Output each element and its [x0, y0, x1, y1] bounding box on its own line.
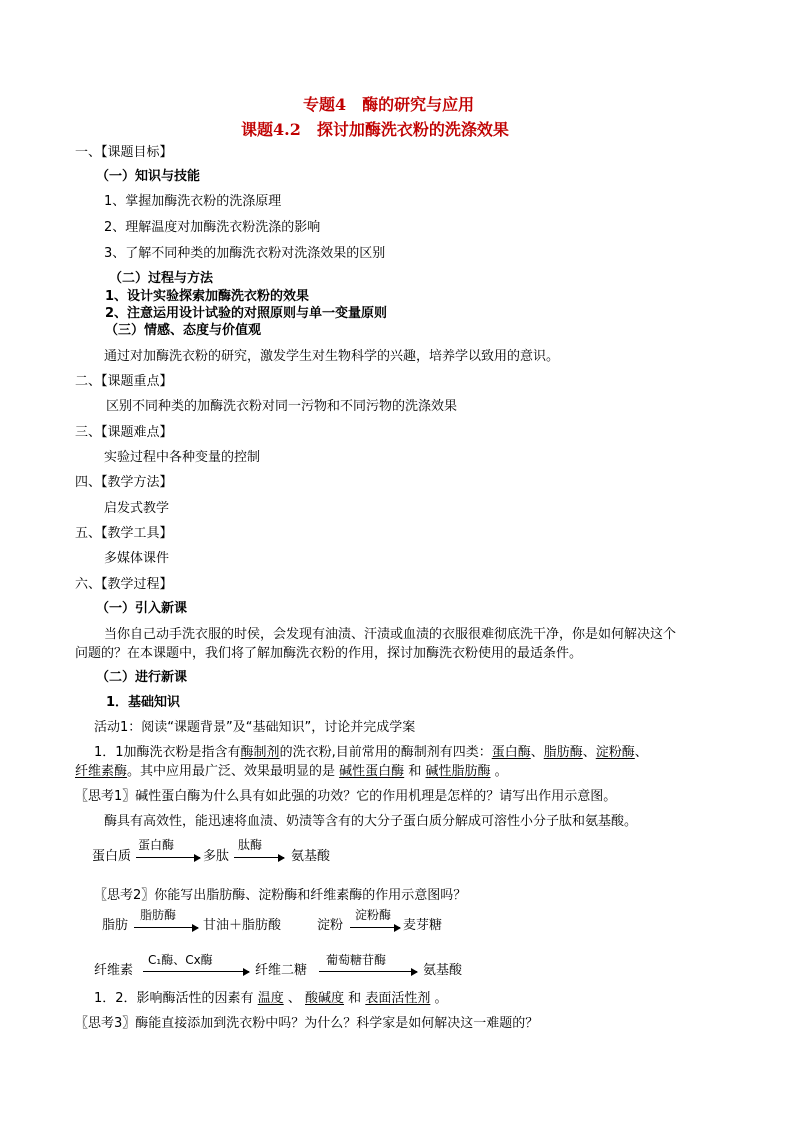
reaction-product: 氨基酸 — [423, 963, 463, 978]
subheading-intro: （一）引入新课 — [96, 601, 188, 616]
answer-blank: 纤维素酶 — [75, 764, 128, 779]
reaction-arrow — [136, 857, 200, 858]
reaction-product: 麦芽糖 — [403, 918, 443, 933]
reaction-substrate: 淀粉 — [317, 918, 344, 933]
question-text: 1．2．影响酶活性的因素有 — [94, 991, 254, 1006]
difficulties-text: 实验过程中各种变量的控制 — [104, 450, 261, 465]
answer-blank: 温度 — [257, 991, 284, 1006]
separator: 、 — [530, 745, 544, 760]
enzyme-label: 脂肪酶 — [140, 908, 177, 922]
intro-paragraph-line: 当你自己动手洗衣服的时侯，会发现有油渍、汗渍或血渍的衣服很难彻底洗干净，你是如何解决这个 — [104, 627, 677, 642]
subheading-knowledge: （一）知识与技能 — [96, 169, 201, 184]
section-heading-method: 四、【教学方法】 — [75, 475, 173, 490]
key-points-text: 区别不同种类的加酶洗衣粉对同一污物和不同污物的洗涤效果 — [106, 399, 458, 414]
separator: 、 — [634, 745, 648, 760]
objective-item: 3、了解不同种类的加酶洗衣粉对洗涤效果的区别 — [104, 246, 386, 261]
subheading-attitude: （三）情感、态度与价值观 — [105, 323, 262, 338]
answer-blank: 碱性蛋白酶 — [339, 764, 405, 779]
subheading-new-lesson: （二）进行新课 — [96, 670, 188, 685]
intro-paragraph-line: 问题的？在本课题中，我们将了解加酶洗衣粉的作用，探讨加酶洗衣粉使用的最适条件。 — [75, 646, 583, 661]
reaction-product: 甘油＋脂肪酸 — [203, 918, 282, 933]
attitude-text: 通过对加酶洗衣粉的研究，激发学生对生物科学的兴趣，培养学以致用的意识。 — [104, 349, 560, 364]
question-text: 和 — [408, 764, 422, 779]
reaction-product: 氨基酸 — [291, 849, 331, 864]
separator: 、 — [287, 991, 301, 1006]
question-text: 1．1加酶洗衣粉是指含有 — [94, 745, 241, 760]
process-item: 1、设计实验探索加酶洗衣粉的效果 — [105, 289, 310, 304]
question-text: 和 — [348, 991, 362, 1006]
reaction-substrate: 脂肪 — [102, 918, 129, 933]
section-heading-difficulties: 三、【课题难点】 — [75, 425, 173, 440]
objective-item: 2、理解温度对加酶洗衣粉洗涤的影响 — [104, 220, 321, 235]
reaction-arrow — [350, 927, 400, 928]
doc-title-lesson: 课题4.2 探讨加酶洗衣粉的洗涤效果 — [241, 120, 509, 139]
objective-item: 1、掌握加酶洗衣粉的洗涤原理 — [104, 194, 282, 209]
think-question-3: 〖思考3〗酶能直接添加到洗衣粉中吗？为什么？科学家是如何解决这一难题的？ — [75, 1016, 539, 1031]
separator: 、 — [582, 745, 596, 760]
doc-title-topic: 专题4 酶的研究与应用 — [303, 95, 475, 114]
reaction-product: 多肽 — [203, 849, 230, 864]
section-heading-objectives: 一、【课题目标】 — [75, 145, 173, 160]
answer-blank: 淀粉酶 — [595, 745, 635, 760]
activity-text: 活动1：阅读“课题背景”及“基础知识”，讨论并完成学案 — [94, 720, 416, 735]
reaction-substrate: 纤维素 — [94, 963, 134, 978]
reaction-arrow — [234, 857, 284, 858]
question-text: 的洗衣粉,目前常用的酶制剂有四类： — [279, 745, 492, 760]
think-question-2: 〖思考2〗你能写出脂肪酶、淀粉酶和纤维素酶的作用示意图吗？ — [94, 888, 467, 903]
answer-blank: 酸碱度 — [305, 991, 345, 1006]
reaction-arrow — [143, 971, 249, 972]
method-text: 启发式教学 — [104, 501, 170, 516]
reaction-arrow — [134, 927, 198, 928]
question-1-1-line2 — [75, 763, 508, 781]
enzyme-label: 肽酶 — [238, 838, 263, 852]
question-text: 。 — [494, 764, 508, 779]
section-heading-key-points: 二、【课题重点】 — [75, 374, 173, 389]
section-heading-tools: 五、【教学工具】 — [75, 526, 173, 541]
reaction-product: 纤维二糖 — [255, 963, 308, 978]
section-heading-process: 六、【教学过程】 — [75, 577, 173, 592]
tools-text: 多媒体课件 — [104, 551, 170, 566]
enzyme-label: 葡萄糖苷酶 — [326, 953, 387, 967]
answer-blank: 蛋白酶 — [491, 745, 531, 760]
reaction-arrow — [319, 971, 417, 972]
enzyme-label: C₁酶、Cx酶 — [148, 953, 213, 967]
question-text: 。其中应用最广泛、效果最明显的是 — [127, 764, 336, 779]
think-question-1: 〖思考1〗碱性蛋白酶为什么具有如此强的功效？它的作用机理是怎样的？请写出作用示意图。 — [75, 789, 617, 804]
think-answer-1: 酶具有高效性，能迅速将血渍、奶渍等含有的大分子蛋白质分解成可溶性小分子肽和氨基酸。 — [104, 814, 638, 829]
question-1-1-line1 — [94, 744, 648, 762]
question-text: 。 — [434, 991, 448, 1006]
reaction-substrate: 蛋白质 — [92, 849, 132, 864]
process-item: 2、注意运用设计试验的对照原则与单一变量原则 — [105, 306, 388, 321]
enzyme-label: 蛋白酶 — [138, 838, 175, 852]
answer-blank: 酶制剂 — [240, 745, 280, 760]
answer-blank: 脂肪酶 — [543, 745, 583, 760]
answer-blank: 表面活性剂 — [365, 991, 431, 1006]
answer-blank: 碱性脂肪酶 — [425, 764, 491, 779]
basic-knowledge-heading: 1．基础知识 — [106, 695, 181, 710]
subheading-process: （二）过程与方法 — [109, 271, 214, 286]
question-1-2-line — [94, 990, 447, 1008]
enzyme-label: 淀粉酶 — [355, 908, 392, 922]
